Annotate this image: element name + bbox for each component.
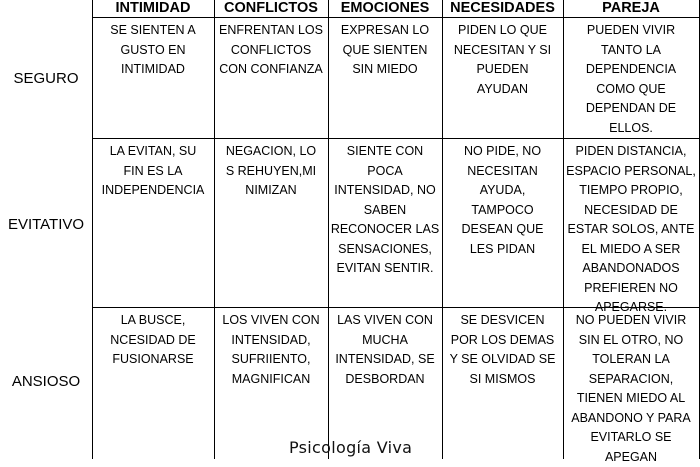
column-header-pareja: PAREJA [602,0,660,16]
row-label-seguro: SEGURO [13,70,79,87]
cell-seguro-necesidades: PIDEN LO QUE NECESITAN Y SI PUEDEN AYUDAN [453,23,552,96]
cell-seguro-conflictos: ENFRENTAN LOS CONFLICTOS CON CONFIANZA [219,23,323,76]
cell-evitativo-conflictos: NEGACION, LOS REHUYEN,MINIMIZAN [225,144,317,197]
cell-ansioso-conflictos: LOS VIVEN CON INTENSIDAD, SUFRIIENTO, MAGNIFICAN [222,313,320,386]
cell-ansioso-pareja: NO PUEDEN VIVIR SIN EL OTRO, NO TOLERAN LA SEPARACION, TIENEN MIEDO AL ABANDONO Y PARA EVITARLO SE APEGAN [571,313,691,464]
row-label-ansioso: ANSIOSO [11,373,81,390]
cell-evitativo-emociones: SIENTE CON POCA INTENSIDAD, NO SABEN RECONOCER LAS SENSACIONES, EVITAN SENTIR. [330,144,440,275]
column-header-necesidades: NECESIDADES [450,0,555,16]
row-label-evitativo: EVITATIVO [7,216,85,233]
cell-evitativo-necesidades: NO PIDE, NO NECESITAN AYUDA, TAMPOCO DESEAN QUE LES PIDAN [461,144,544,256]
cell-ansioso-intimidad: LA BUSCE, NCESIDAD DE FUSIONARSE [110,313,196,366]
column-header-intimidad: INTIMIDAD [115,0,191,16]
cell-ansioso-necesidades: SE DESVICEN POR LOS DEMAS Y SE OLVIDAD SE SI MISMOS [449,313,556,386]
column-header-conflictos: CONFLICTOS [224,0,318,16]
cell-seguro-emociones: EXPRESAN LO QUE SIENTEN SIN MIEDO [340,23,430,76]
cell-evitativo-pareja: PIDEN DISTANCIA, ESPACIO PERSONAL, TIEMPO PROPIO, NECESIDAD DE ESTAR SOLOS, ANTE EL MIEDO A SER ABANDONADOS PREFIEREN NO APEGARSE. [566,144,696,314]
cell-seguro-intimidad: SE SIENTEN A GUSTO EN INTIMIDAD [110,23,196,76]
column-header-emociones: EMOCIONES [340,0,430,16]
cell-evitativo-intimidad: LA EVITAN, SU FIN ES LA INDEPENDENCIA [101,144,205,197]
cell-seguro-pareja: PUEDEN VIVIR TANTO LA DEPENDENCIA COMO QUE DEPENDAN DE ELLOS. [585,23,677,135]
cell-ansioso-emociones: LAS VIVEN CON MUCHA INTENSIDAD, SE DESBORDAN [335,313,435,386]
watermark-text: Psicología Viva [289,438,413,457]
